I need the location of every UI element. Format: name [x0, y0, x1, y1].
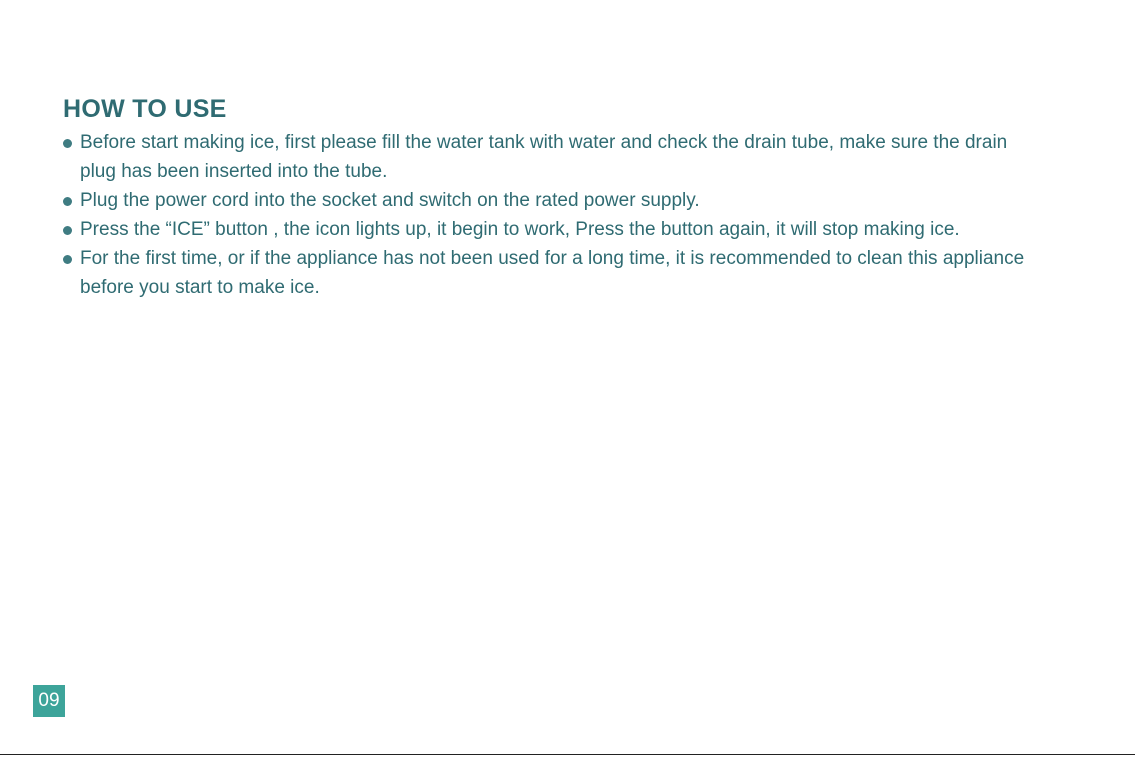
list-item — [62, 128, 1042, 186]
list-item — [62, 215, 1042, 244]
bottom-divider — [0, 754, 1135, 755]
bullet-icon — [63, 255, 72, 264]
bullet-icon — [63, 226, 72, 235]
page-number-badge: 09 — [33, 685, 65, 717]
bullet-icon — [63, 139, 72, 148]
instruction-list — [62, 128, 1042, 302]
list-item — [62, 186, 1042, 215]
list-item-text: Before start making ice, first please fill the water tank with water and check the drain tube, make sure the drain plug has been inserted into the tube. — [80, 132, 1008, 182]
list-item-text: Plug the power cord into the socket and switch on the rated power supply. — [80, 190, 700, 211]
bullet-icon — [63, 197, 72, 206]
list-item — [62, 244, 1042, 302]
section-title: HOW TO USE — [63, 95, 227, 123]
list-item-text: Press the “ICE” button , the icon lights up, it begin to work, Press the button again, it will stop making ice. — [80, 219, 960, 240]
list-item-text: For the first time, or if the appliance has not been used for a long time, it is recommended to clean this appliance before you start to make ice. — [80, 248, 1025, 298]
